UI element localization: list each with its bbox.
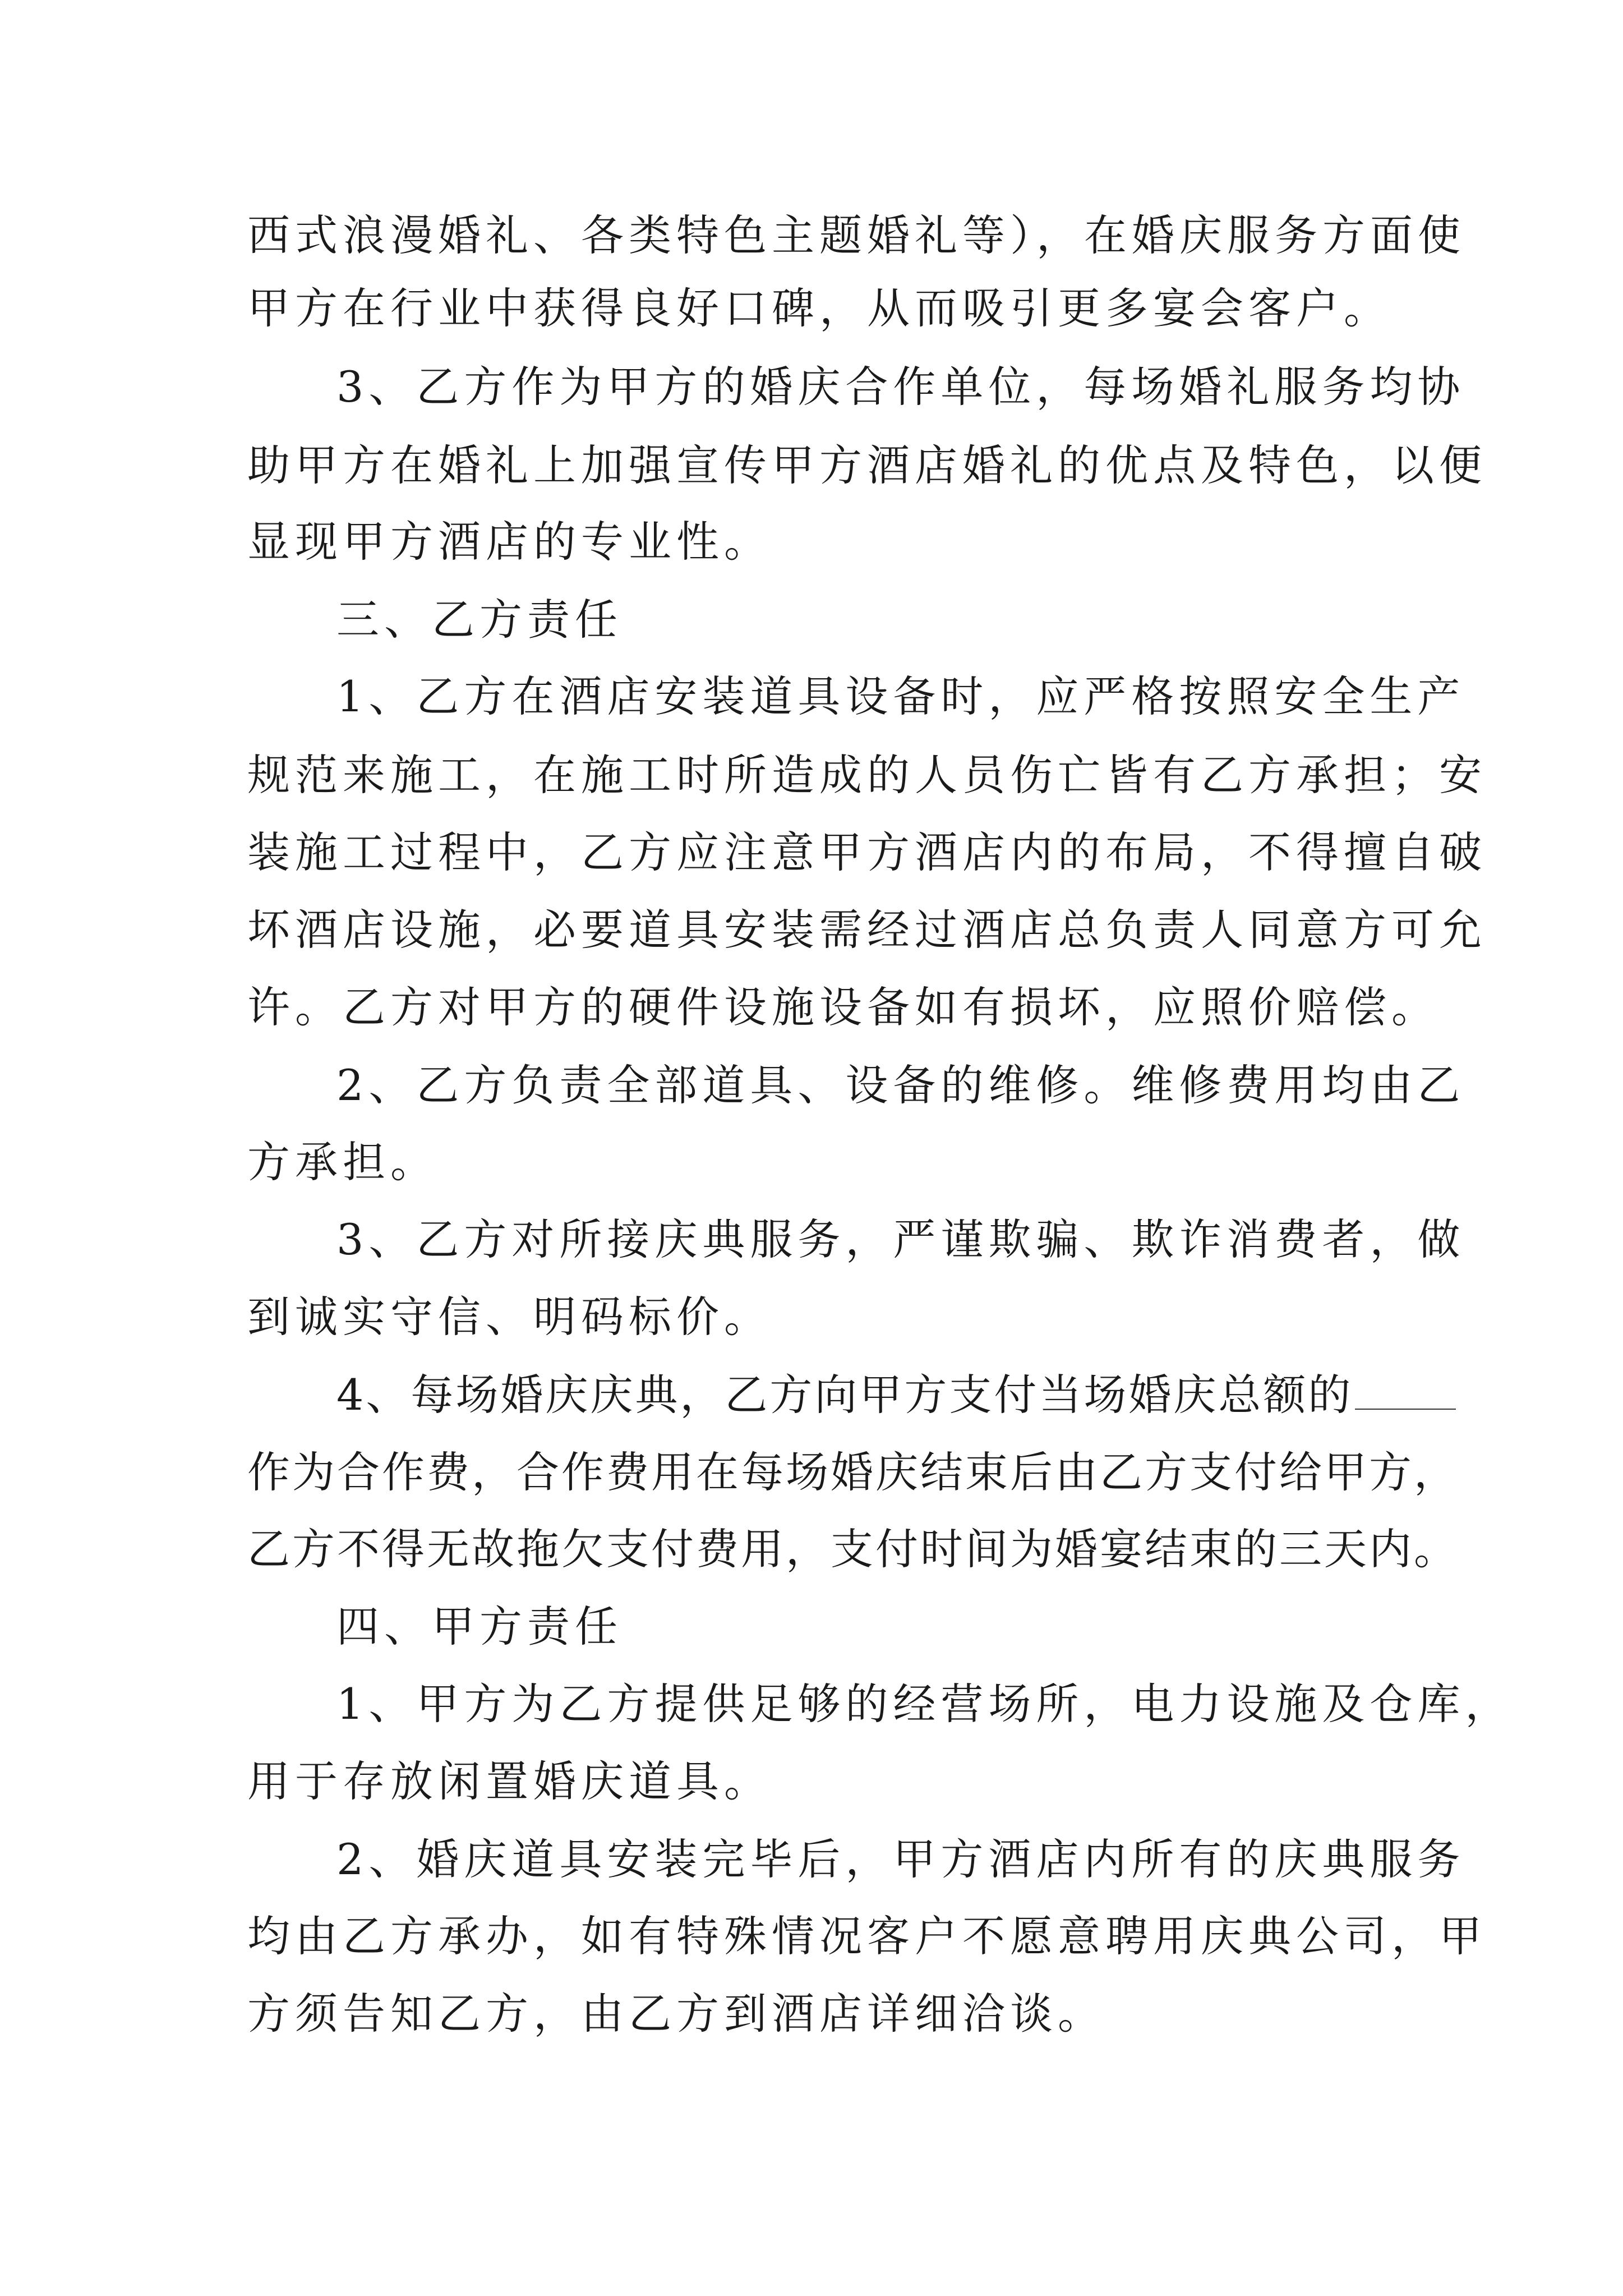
text-line-7: 1、乙方在酒店安装道具设备时，应严格按照安全生产 (336, 671, 1465, 721)
text-line-2: 甲方在行业中获得良好口碑，从而吸引更多宴会客户。 (247, 283, 1391, 333)
text-line-1: 西式浪漫婚礼、各类特色主题婚礼等），在婚庆服务方面使 (247, 210, 1465, 260)
text-line-22: 2、婚庆道具安装完毕后，甲方酒店内所有的庆典服务 (336, 1834, 1465, 1884)
text-line-23: 均由乙方承办，如有特殊情况客户不愿意聘用庆典公司，甲 (247, 1911, 1487, 1961)
text-line-4: 助甲方在婚礼上加强宣传甲方酒店婚礼的优点及特色，以便 (247, 440, 1487, 490)
text-line-24: 方须告知乙方，由乙方到酒店详细洽谈。 (247, 1989, 1105, 2039)
text-line-8: 规范来施工，在施工时所造成的人员伤亡皆有乙方承担；安 (247, 750, 1487, 800)
text-line-12: 2、乙方负责全部道具、设备的维修。维修费用均由乙 (336, 1060, 1465, 1110)
text-line-5: 显现甲方酒店的专业性。 (247, 517, 772, 567)
text-line-3: 3、乙方作为甲方的婚庆合作单位，每场婚礼服务均协 (336, 362, 1465, 412)
text-line-17: 作为合作费，合作费用在每场婚庆结束后由乙方支付给甲方， (247, 1447, 1459, 1497)
text-line-9: 装施工过程中，乙方应注意甲方酒店内的布局，不得擅自破 (247, 827, 1487, 877)
text-line-14: 3、乙方对所接庆典服务，严谨欺骗、欺诈消费者，做 (336, 1214, 1465, 1264)
text-line-21: 用于存放闲置婚庆道具。 (247, 1756, 772, 1806)
text-line-15: 到诚实守信、明码标价。 (247, 1292, 772, 1342)
text-line-18: 乙方不得无故拖欠支付费用，支付时间为婚宴结束的三天内。 (247, 1524, 1459, 1574)
section-heading-3: 三、乙方责任 (336, 595, 623, 645)
text-line-16 (336, 1367, 1456, 1423)
text-line-11: 许。乙方对甲方的硬件设施设备如有损坏，应照价赔偿。 (247, 982, 1439, 1032)
text-line-13: 方承担。 (247, 1137, 438, 1187)
fill-in-blank (1355, 1375, 1456, 1410)
text-line-10: 坏酒店设施，必要道具安装需经过酒店总负责人同意方可允 (247, 905, 1487, 955)
section-heading-4: 四、甲方责任 (336, 1602, 623, 1651)
text-line-16-text: 4、每场婚庆庆典，乙方向甲方支付当场婚庆总额的 (336, 1370, 1353, 1420)
text-line-20: 1、甲方为乙方提供足够的经营场所，电力设施及仓库， (336, 1679, 1513, 1729)
